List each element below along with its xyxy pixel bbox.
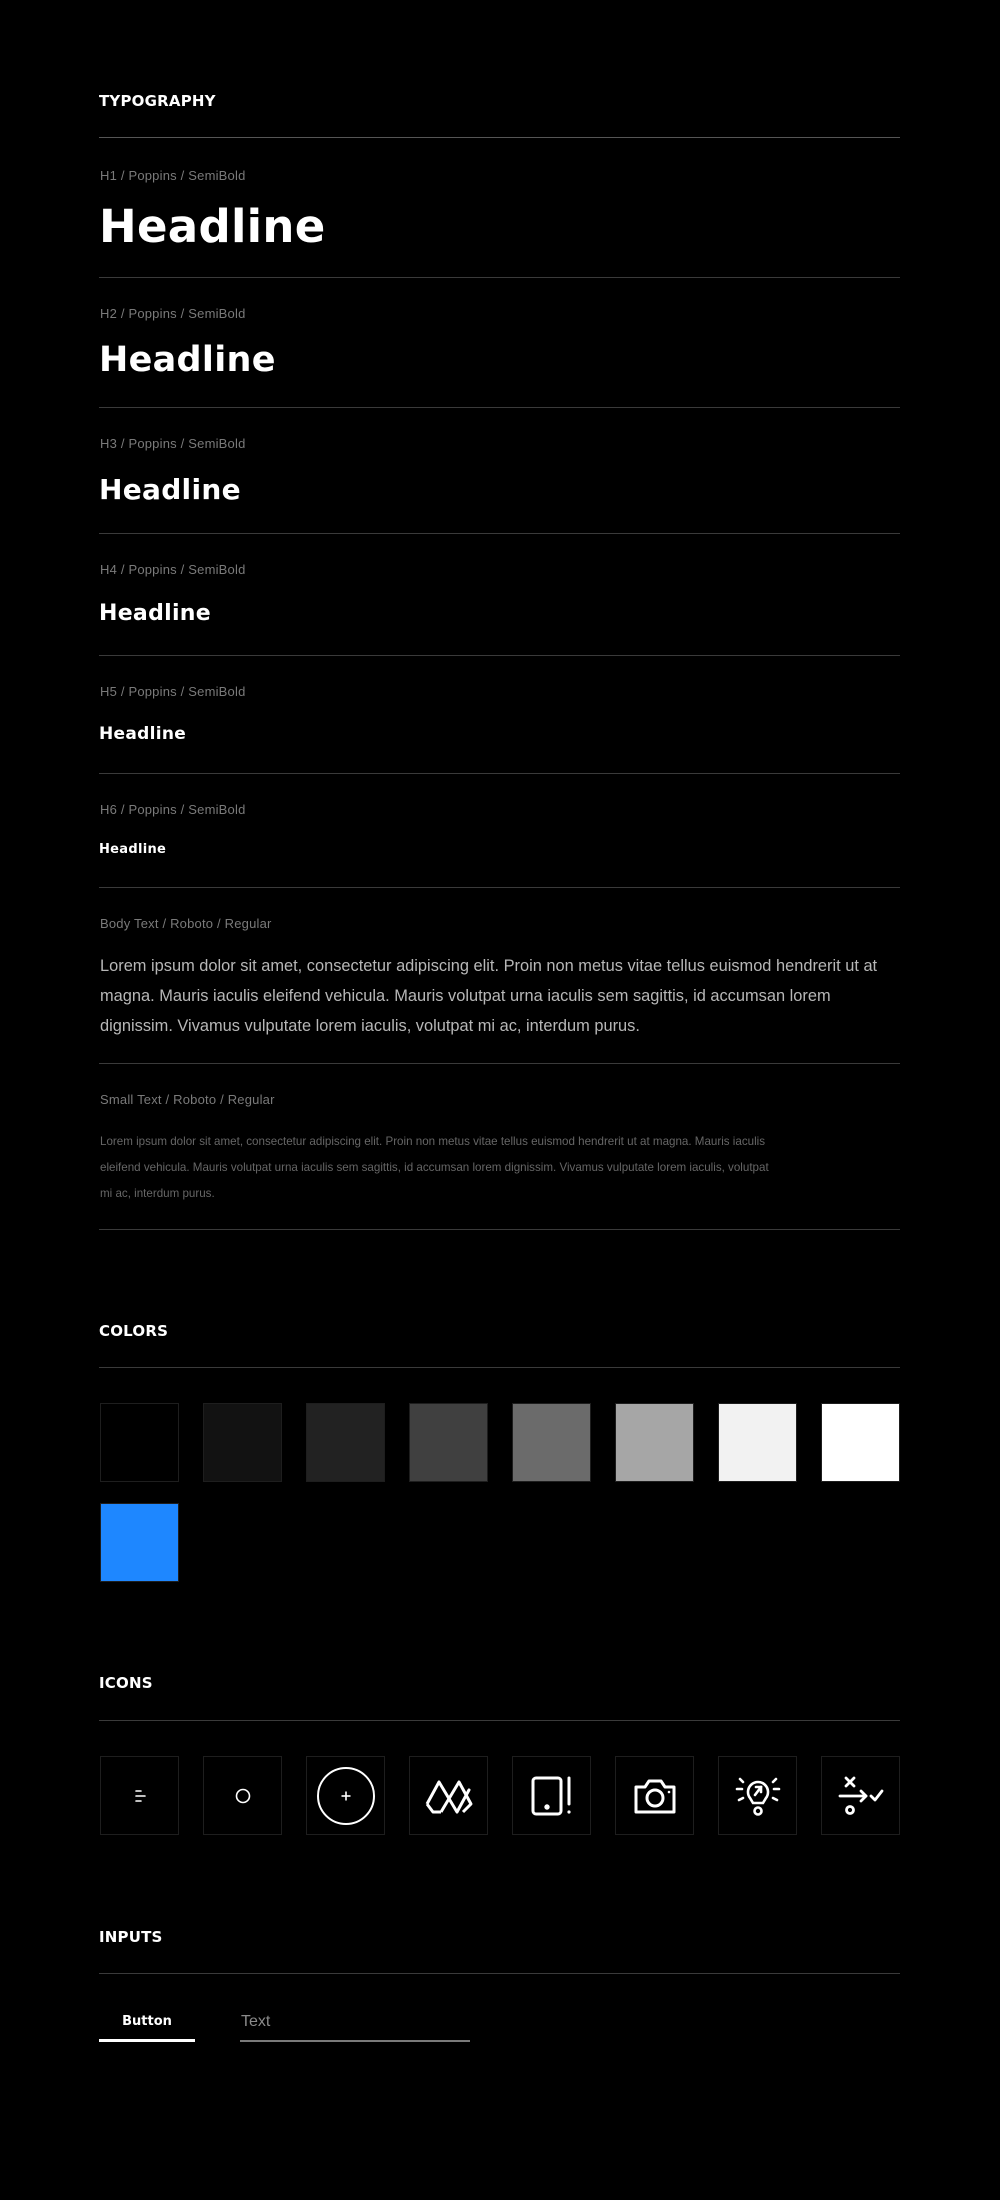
swatch-black [100,1403,179,1482]
swatch-white [821,1403,900,1482]
text-input[interactable] [240,2004,470,2042]
h6-sample: Headline [99,842,167,857]
typography-section-title: TYPOGRAPHY [99,92,216,110]
h3-sample: Headline [99,473,241,506]
h1-sample: Headline [99,200,326,253]
small-text-sample: Lorem ipsum dolor sit amet, consectetur adipiscing elit. Proin non metus vitae tellus euismod hendrerit ut at magna. Mauris iaculis eleifend vehicula. Mauris volutpat urna iaculis sem sagittis, id accumsan lorem dignissim. Vivamus vulputate lorem iaculis, volutpat mi ac, interdum purus. [100,1135,769,1200]
swatch-gray-300 [615,1403,694,1482]
divider [99,1367,900,1368]
divider [99,655,900,656]
divider [99,1229,900,1230]
divider [99,407,900,408]
inputs-section-title: INPUTS [99,1928,163,1946]
divider [99,277,900,278]
lightbulb-idea-icon[interactable] [718,1756,797,1835]
h5-sample: Headline [99,724,187,744]
h1-label: H1 / Poppins / SemiBold [100,168,246,183]
swatch-gray-500 [512,1403,591,1482]
divider [99,1720,900,1721]
divider [99,773,900,774]
small-text-label: Small Text / Roboto / Regular [100,1092,275,1107]
swatch-gray-900 [203,1403,282,1482]
h3-label: H3 / Poppins / SemiBold [100,436,246,451]
swatch-blue [100,1503,179,1582]
swatch-gray-100 [718,1403,797,1482]
icons-section-title: ICONS [99,1674,153,1692]
primary-button[interactable]: Button [99,2004,195,2042]
tablet-alert-icon[interactable] [512,1756,591,1835]
h4-sample: Headline [99,601,211,626]
divider [99,1063,900,1064]
colors-section-title: COLORS [99,1322,169,1340]
divider [99,137,900,138]
body-text-sample: Lorem ipsum dolor sit amet, consectetur adipiscing elit. Proin non metus vitae tellus euismod hendrerit ut at magna. Mauris iaculis eleifend vehicula. Mauris volutpat urna iaculis sem sagittis, id accumsan lorem dignissim. Vivamus vulputate lorem iaculis, volutpat mi ac, interdum purus. [100,957,878,1035]
swatch-gray-700 [409,1403,488,1482]
h5-label: H5 / Poppins / SemiBold [100,684,246,699]
menu-icon[interactable] [100,1756,179,1835]
divider [99,533,900,534]
body-text-label: Body Text / Roboto / Regular [100,916,272,931]
circle-icon[interactable] [203,1756,282,1835]
h6-label: H6 / Poppins / SemiBold [100,802,246,817]
divider [99,887,900,888]
swatch-gray-800 [306,1403,385,1482]
add-circle-icon[interactable] [306,1756,385,1835]
h2-label: H2 / Poppins / SemiBold [100,306,246,321]
h4-label: H4 / Poppins / SemiBold [100,562,246,577]
divider [99,1973,900,1974]
camera-icon[interactable] [615,1756,694,1835]
decision-icon[interactable] [821,1756,900,1835]
double-diamond-icon[interactable] [409,1756,488,1835]
h2-sample: Headline [99,340,276,380]
